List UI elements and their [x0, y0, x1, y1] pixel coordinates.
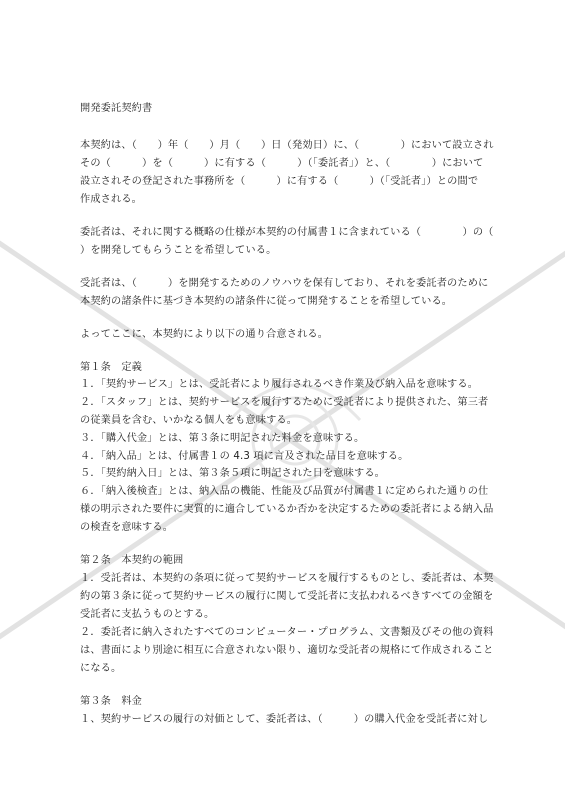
preamble-line-3: 設立されその登記された事務所を（ ）に有する（ ）（「受託者」）との間で: [80, 176, 479, 187]
article-1-line-4: ３．「購入代金」とは、第３条に明記された料金を意味する。: [80, 433, 365, 444]
preamble-line-2: その（ ）を（ ）に有する（ ）（「委託者」）と、（ ）において: [80, 158, 484, 169]
article-1-line-7: ６．「納入後検査」とは、納入品の機能、性能及び品質が付属書１に定められた通りの仕: [80, 486, 489, 497]
agreement-statement: よってここに、本契約により以下の通り合意される。: [80, 329, 329, 340]
document-title: 開発委託契約書: [80, 103, 153, 114]
article-1-line-3: の従業員を含む、いかなる個人をも意味する。: [80, 415, 298, 426]
article-1-line-1: １．「契約サービス」とは、受託者により履行されるべき作業及び納入品を意味する。: [80, 379, 479, 390]
article-3-line-1: １、契約サービスの履行の対価として、委託者は、（ ）の購入代金を受託者に対し: [80, 714, 489, 725]
preamble-line-4: 作成される。: [80, 194, 143, 205]
recital-1-line-2: ）を開発してもらうことを希望している。: [80, 245, 277, 256]
article-1-line-8: 様の明示された要件に実質的に適合しているか否かを決定するための委託者による納入品: [80, 504, 494, 515]
recital-2-line-2: 本契約の諸条件に基づき本契約の諸条件に従って開発することを希望している。: [80, 296, 453, 307]
article-1-line-6: ５．「契約納入日」とは、第３条５項に明記された日を意味する。: [80, 468, 386, 479]
recital-2-line-1: 受託者は、（ ）を開発するためのノウハウを保有しており、それを委託者のために: [80, 278, 489, 289]
article-2-line-1: １．受託者は、本契約の条項に従って契約サービスを履行するものとし、委託者は、本契: [80, 573, 494, 584]
article-2-line-2: 約の第３条に従って契約サービスの履行に関して受託者に支払われるべきすべての金額を: [80, 591, 494, 602]
preamble-line-1: 本契約は、（ ）年（ ）月（ ）日（発効日）に、（ ）において設立され: [80, 140, 494, 151]
article-1-line-9: の検査を意味する。: [80, 522, 174, 533]
article-2-line-6: になる。: [80, 663, 122, 674]
recital-1-line-1: 委託者は、それに関する概略の仕様が本契約の付属書１に含まれている（ ）の（: [80, 227, 494, 238]
article-2-line-3: 受託者に支払うものとする。: [80, 609, 215, 620]
article-2-heading: 第２条 本契約の範囲: [80, 555, 184, 566]
article-1-heading: 第１条 定義: [80, 362, 143, 373]
article-3-heading: 第３条 料金: [80, 696, 143, 707]
article-2-line-5: は、書面により別途に相互に合意されない限り、適切な受託者の規格にて作成されること: [80, 645, 494, 656]
article-1-line-2: ２．「スタッフ」とは、契約サービスを履行するために受託者により提供された、第三者: [80, 397, 489, 408]
article-2-line-4: ２．委託者に納入されたすべてのコンピューター・プログラム、文書類及びその他の資料: [80, 627, 494, 638]
article-1-line-5: ４．「納入品」とは、付属書１の 4.3 項に言及された品目を意味する。: [80, 451, 409, 462]
